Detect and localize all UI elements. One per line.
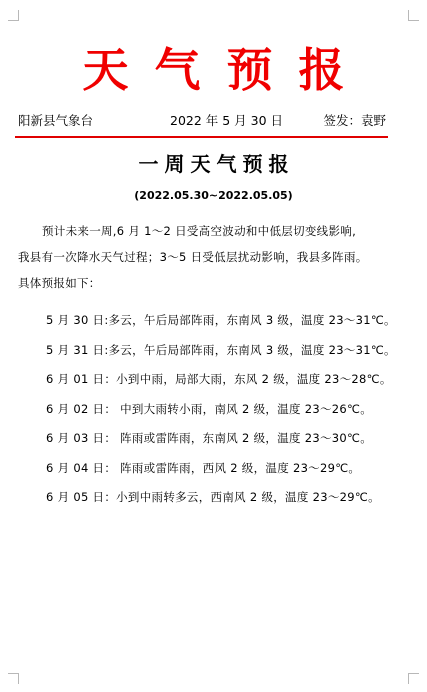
forecast-row: 6 月 05 日：小到中雨转多云，西南风 2 级，温度 23～29℃。: [46, 490, 380, 504]
intro-line: 我县有一次降水天气过程；3～5 日受低层扰动影响，我县多阵雨。: [18, 250, 368, 264]
issue-date: 2022 年 5 月 30 日: [170, 113, 284, 128]
crop-mark-top-right: [408, 10, 419, 21]
intro-line: 具体预报如下：: [18, 276, 101, 290]
forecast-row: 5 月 31 日:多云，午后局部阵雨，东南风 3 级，温度 23～31℃。: [46, 342, 396, 357]
masthead-title: 天气预报: [82, 43, 371, 97]
document-title: 一周天气预报: [138, 152, 295, 176]
forecast-period: (2022.05.30~2022.05.05): [134, 189, 293, 202]
signer: 签发：袁野: [323, 113, 386, 128]
header-info-line: [18, 112, 386, 130]
crop-mark-bottom-left: [8, 673, 19, 684]
issuing-agency: 阳新县气象台: [18, 113, 94, 128]
red-divider: [15, 136, 388, 138]
forecast-row: 6 月 03 日： 阵雨或雷阵雨，东南风 2 级，温度 23～30℃。: [46, 431, 373, 445]
daily-forecast-list: [46, 306, 396, 513]
intro-paragraph: [18, 218, 388, 296]
forecast-row: 6 月 01 日：小到中雨，局部大雨，东风 2 级，温度 23～28℃。: [46, 372, 392, 386]
forecast-row: 6 月 02 日： 中到大雨转小雨，南风 2 级，温度 23～26℃。: [46, 401, 373, 416]
crop-mark-bottom-right: [408, 673, 419, 684]
intro-line: 预计未来一周,6 月 1～2 日受高空波动和中低层切变线影响,: [42, 224, 357, 238]
forecast-row: 5 月 30 日:多云，午后局部阵雨，东南风 3 级，温度 23～31℃。: [46, 313, 396, 327]
forecast-row: 6 月 04 日： 阵雨或雷阵雨，西风 2 级，温度 23～29℃。: [46, 460, 361, 475]
crop-mark-top-left: [8, 10, 19, 21]
